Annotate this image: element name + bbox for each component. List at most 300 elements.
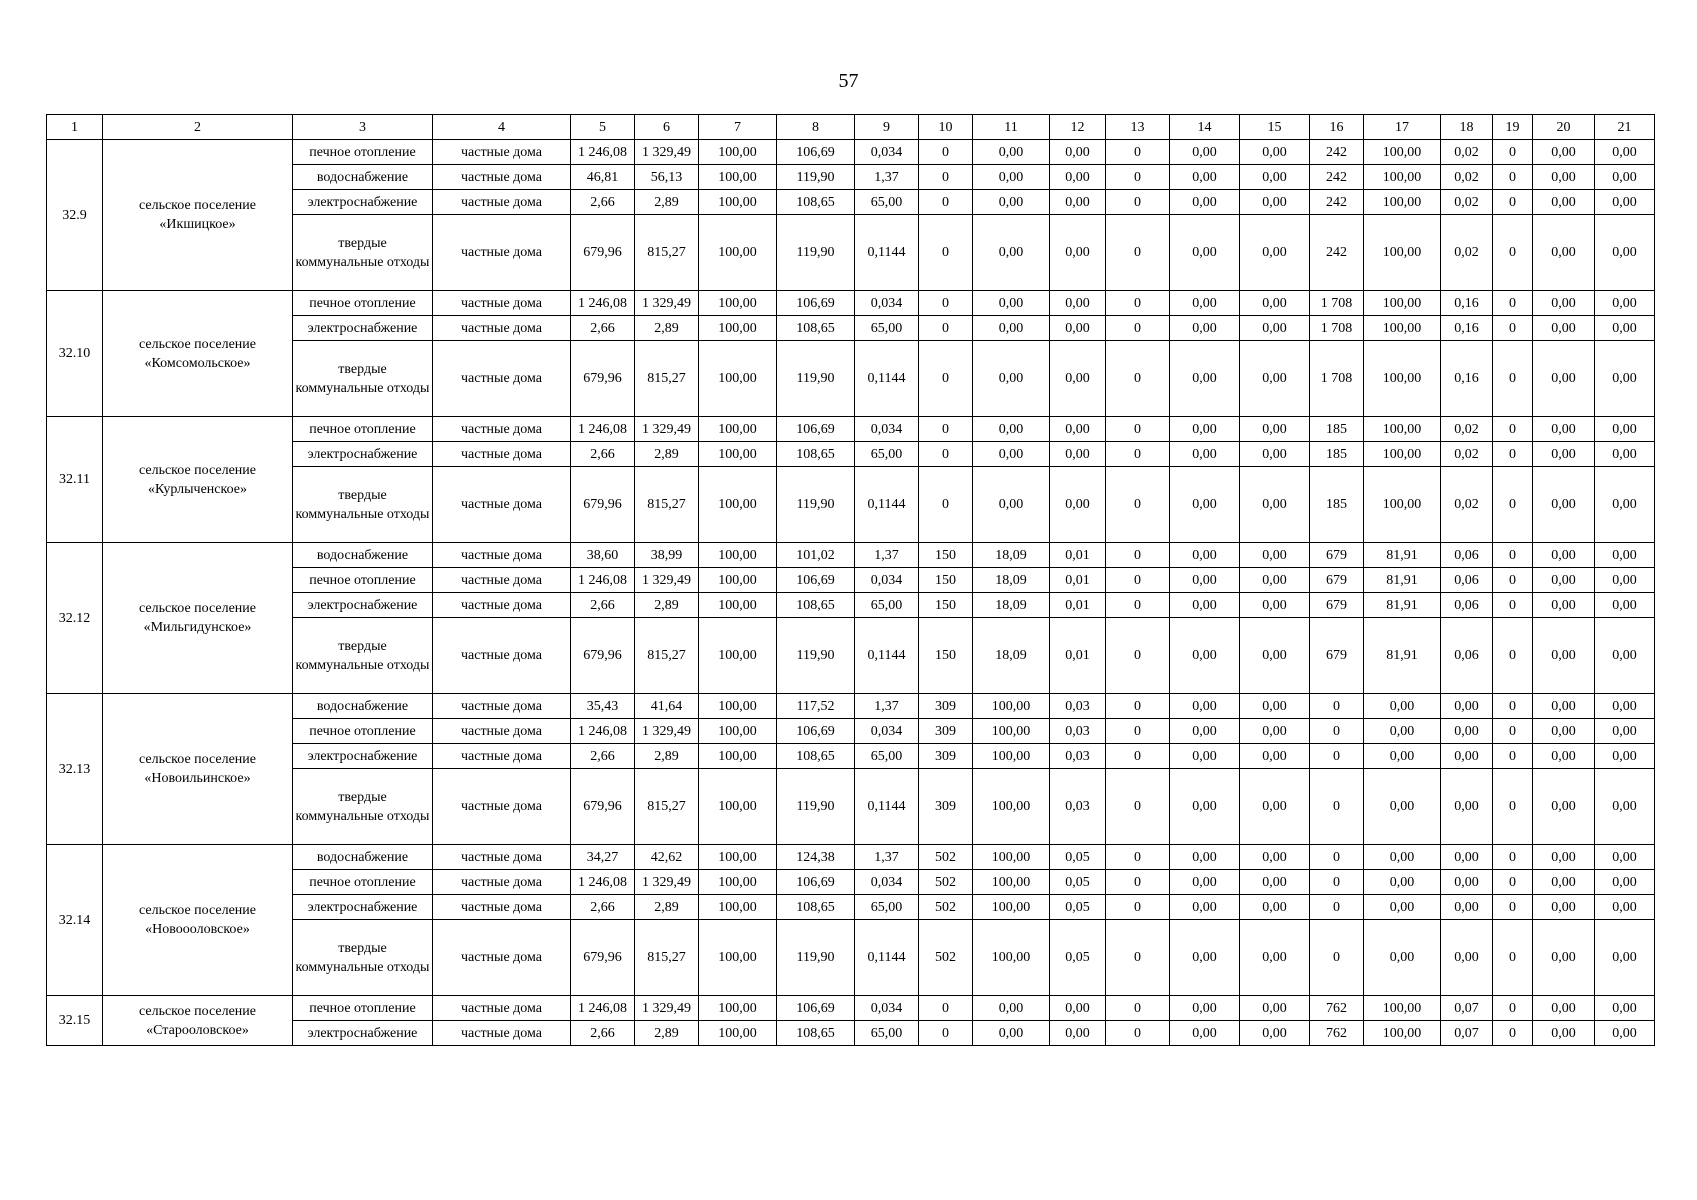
value-cell: 0,03 <box>1050 694 1106 719</box>
value-cell: 81,91 <box>1364 618 1441 694</box>
value-cell: 0,00 <box>1240 719 1310 744</box>
row-number-cell: 32.11 <box>47 417 103 543</box>
value-cell: 150 <box>919 543 973 568</box>
value-cell: 0 <box>1106 694 1170 719</box>
value-cell: 0,06 <box>1441 568 1493 593</box>
housing-type-cell: частные дома <box>433 442 571 467</box>
value-cell: 185 <box>1310 417 1364 442</box>
value-cell: 1 329,49 <box>635 719 699 744</box>
value-cell: 815,27 <box>635 769 699 845</box>
value-cell: 100,00 <box>1364 442 1441 467</box>
value-cell: 0,00 <box>1240 593 1310 618</box>
value-cell: 0,1144 <box>855 920 919 996</box>
value-cell: 65,00 <box>855 1021 919 1046</box>
housing-type-cell: частные дома <box>433 467 571 543</box>
service-type-cell: твердые коммунальные отходы <box>293 467 433 543</box>
housing-type-cell: частные дома <box>433 744 571 769</box>
value-cell: 762 <box>1310 996 1364 1021</box>
value-cell: 1 246,08 <box>571 996 635 1021</box>
value-cell: 0 <box>1493 291 1533 316</box>
value-cell: 0,00 <box>1595 543 1655 568</box>
value-cell: 0,00 <box>1441 769 1493 845</box>
service-type-cell: твердые коммунальные отходы <box>293 920 433 996</box>
value-cell: 1 246,08 <box>571 870 635 895</box>
housing-type-cell: частные дома <box>433 845 571 870</box>
table-row <box>47 694 1655 719</box>
value-cell: 0,034 <box>855 140 919 165</box>
service-type-cell: водоснабжение <box>293 694 433 719</box>
value-cell: 0 <box>919 467 973 543</box>
value-cell: 0,00 <box>1240 341 1310 417</box>
value-cell: 2,66 <box>571 593 635 618</box>
value-cell: 100,00 <box>699 719 777 744</box>
value-cell: 0,00 <box>1595 744 1655 769</box>
value-cell: 0 <box>1493 467 1533 543</box>
value-cell: 0,00 <box>1170 996 1240 1021</box>
value-cell: 0,00 <box>1170 870 1240 895</box>
column-header-11: 11 <box>973 115 1050 140</box>
value-cell: 0 <box>1493 920 1533 996</box>
value-cell: 0,00 <box>1050 140 1106 165</box>
value-cell: 0 <box>1310 845 1364 870</box>
value-cell: 0,06 <box>1441 593 1493 618</box>
value-cell: 41,64 <box>635 694 699 719</box>
service-type-cell: печное отопление <box>293 996 433 1021</box>
service-type-cell: водоснабжение <box>293 845 433 870</box>
value-cell: 309 <box>919 719 973 744</box>
value-cell: 0,00 <box>1240 694 1310 719</box>
value-cell: 0 <box>1106 140 1170 165</box>
value-cell: 65,00 <box>855 744 919 769</box>
value-cell: 0,00 <box>1595 870 1655 895</box>
value-cell: 2,66 <box>571 744 635 769</box>
value-cell: 0,00 <box>1441 870 1493 895</box>
value-cell: 0,02 <box>1441 165 1493 190</box>
value-cell: 0,00 <box>1533 442 1595 467</box>
value-cell: 0 <box>919 291 973 316</box>
value-cell: 124,38 <box>777 845 855 870</box>
value-cell: 0,00 <box>1240 769 1310 845</box>
value-cell: 0 <box>1493 593 1533 618</box>
service-type-cell: печное отопление <box>293 870 433 895</box>
value-cell: 0,06 <box>1441 618 1493 694</box>
value-cell: 0,00 <box>1595 845 1655 870</box>
table-row <box>47 291 1655 316</box>
value-cell: 42,62 <box>635 845 699 870</box>
housing-type-cell: частные дома <box>433 316 571 341</box>
value-cell: 0,00 <box>1533 996 1595 1021</box>
value-cell: 0,00 <box>1533 744 1595 769</box>
value-cell: 0,00 <box>1595 769 1655 845</box>
value-cell: 815,27 <box>635 215 699 291</box>
value-cell: 242 <box>1310 190 1364 215</box>
value-cell: 0 <box>1493 895 1533 920</box>
value-cell: 0 <box>1310 895 1364 920</box>
value-cell: 0,00 <box>1441 920 1493 996</box>
value-cell: 0,07 <box>1441 996 1493 1021</box>
value-cell: 0 <box>1106 568 1170 593</box>
value-cell: 108,65 <box>777 316 855 341</box>
value-cell: 100,00 <box>1364 467 1441 543</box>
settlement-name-cell: сельское поселение «Икшицкое» <box>103 140 293 291</box>
service-type-cell: печное отопление <box>293 417 433 442</box>
value-cell: 0 <box>1493 1021 1533 1046</box>
value-cell: 0,00 <box>1170 442 1240 467</box>
value-cell: 100,00 <box>699 920 777 996</box>
value-cell: 0,00 <box>1533 417 1595 442</box>
value-cell: 100,00 <box>699 467 777 543</box>
housing-type-cell: частные дома <box>433 769 571 845</box>
value-cell: 0 <box>1106 1021 1170 1046</box>
value-cell: 0 <box>919 442 973 467</box>
value-cell: 0,00 <box>1240 165 1310 190</box>
value-cell: 0 <box>1493 341 1533 417</box>
value-cell: 0,00 <box>1050 291 1106 316</box>
value-cell: 679,96 <box>571 920 635 996</box>
value-cell: 101,02 <box>777 543 855 568</box>
value-cell: 0 <box>1493 140 1533 165</box>
service-type-cell: электроснабжение <box>293 1021 433 1046</box>
value-cell: 0,00 <box>1364 870 1441 895</box>
column-header-13: 13 <box>1106 115 1170 140</box>
value-cell: 0,00 <box>1595 291 1655 316</box>
column-header-17: 17 <box>1364 115 1441 140</box>
value-cell: 18,09 <box>973 543 1050 568</box>
value-cell: 0,00 <box>1170 291 1240 316</box>
service-type-cell: электроснабжение <box>293 316 433 341</box>
column-header-15: 15 <box>1240 115 1310 140</box>
row-number-cell: 32.15 <box>47 996 103 1046</box>
service-type-cell: печное отопление <box>293 719 433 744</box>
value-cell: 0,00 <box>1364 845 1441 870</box>
value-cell: 0,03 <box>1050 719 1106 744</box>
row-number-cell: 32.13 <box>47 694 103 845</box>
row-number-cell: 32.12 <box>47 543 103 694</box>
value-cell: 100,00 <box>699 316 777 341</box>
value-cell: 0,16 <box>1441 291 1493 316</box>
value-cell: 0,00 <box>1441 694 1493 719</box>
value-cell: 679 <box>1310 593 1364 618</box>
value-cell: 0,00 <box>1533 140 1595 165</box>
value-cell: 0 <box>1106 442 1170 467</box>
value-cell: 65,00 <box>855 593 919 618</box>
value-cell: 0 <box>919 190 973 215</box>
value-cell: 242 <box>1310 215 1364 291</box>
value-cell: 0,00 <box>1595 442 1655 467</box>
column-header-12: 12 <box>1050 115 1106 140</box>
housing-type-cell: частные дома <box>433 215 571 291</box>
housing-type-cell: частные дома <box>433 417 571 442</box>
value-cell: 0,00 <box>973 442 1050 467</box>
value-cell: 1 329,49 <box>635 140 699 165</box>
value-cell: 65,00 <box>855 190 919 215</box>
value-cell: 100,00 <box>1364 316 1441 341</box>
column-header-5: 5 <box>571 115 635 140</box>
value-cell: 0,01 <box>1050 568 1106 593</box>
value-cell: 0 <box>1310 769 1364 845</box>
value-cell: 0,00 <box>1240 543 1310 568</box>
value-cell: 0,00 <box>1050 1021 1106 1046</box>
value-cell: 0,00 <box>1595 467 1655 543</box>
value-cell: 0,00 <box>1595 895 1655 920</box>
value-cell: 0,02 <box>1441 442 1493 467</box>
value-cell: 0 <box>1493 870 1533 895</box>
row-number-cell: 32.14 <box>47 845 103 996</box>
value-cell: 2,66 <box>571 442 635 467</box>
value-cell: 38,60 <box>571 543 635 568</box>
value-cell: 0 <box>1106 744 1170 769</box>
value-cell: 0 <box>1106 341 1170 417</box>
value-cell: 0,05 <box>1050 895 1106 920</box>
service-type-cell: печное отопление <box>293 291 433 316</box>
housing-type-cell: частные дома <box>433 1021 571 1046</box>
value-cell: 0 <box>1106 417 1170 442</box>
value-cell: 0,00 <box>1170 744 1240 769</box>
value-cell: 1 708 <box>1310 341 1364 417</box>
value-cell: 679,96 <box>571 618 635 694</box>
value-cell: 100,00 <box>1364 190 1441 215</box>
value-cell: 100,00 <box>699 895 777 920</box>
value-cell: 0,00 <box>1050 165 1106 190</box>
value-cell: 0,00 <box>973 467 1050 543</box>
value-cell: 0,00 <box>1170 920 1240 996</box>
value-cell: 0 <box>1493 996 1533 1021</box>
value-cell: 119,90 <box>777 920 855 996</box>
value-cell: 100,00 <box>973 769 1050 845</box>
value-cell: 0,00 <box>1170 190 1240 215</box>
value-cell: 100,00 <box>973 719 1050 744</box>
value-cell: 0,00 <box>1595 140 1655 165</box>
value-cell: 100,00 <box>699 341 777 417</box>
value-cell: 0,00 <box>1364 769 1441 845</box>
value-cell: 0,00 <box>1533 341 1595 417</box>
value-cell: 0,034 <box>855 417 919 442</box>
value-cell: 0,00 <box>1441 744 1493 769</box>
value-cell: 0,00 <box>1595 417 1655 442</box>
value-cell: 0 <box>1106 920 1170 996</box>
value-cell: 0,00 <box>1533 165 1595 190</box>
value-cell: 46,81 <box>571 165 635 190</box>
value-cell: 0,00 <box>1240 1021 1310 1046</box>
value-cell: 100,00 <box>699 694 777 719</box>
value-cell: 0,1144 <box>855 215 919 291</box>
value-cell: 2,89 <box>635 895 699 920</box>
service-type-cell: печное отопление <box>293 568 433 593</box>
value-cell: 0 <box>1493 190 1533 215</box>
value-cell: 2,89 <box>635 190 699 215</box>
value-cell: 100,00 <box>1364 140 1441 165</box>
value-cell: 100,00 <box>1364 291 1441 316</box>
housing-type-cell: частные дома <box>433 568 571 593</box>
value-cell: 0,00 <box>1240 996 1310 1021</box>
value-cell: 0 <box>1493 694 1533 719</box>
value-cell: 0,16 <box>1441 341 1493 417</box>
value-cell: 0 <box>919 165 973 190</box>
value-cell: 0,02 <box>1441 467 1493 543</box>
value-cell: 18,09 <box>973 618 1050 694</box>
value-cell: 100,00 <box>973 845 1050 870</box>
value-cell: 0 <box>1106 895 1170 920</box>
value-cell: 0 <box>1493 744 1533 769</box>
value-cell: 0,00 <box>1050 190 1106 215</box>
value-cell: 0,034 <box>855 568 919 593</box>
value-cell: 0,034 <box>855 291 919 316</box>
value-cell: 679,96 <box>571 215 635 291</box>
value-cell: 0,00 <box>1595 593 1655 618</box>
value-cell: 119,90 <box>777 467 855 543</box>
value-cell: 0,00 <box>1533 568 1595 593</box>
value-cell: 0 <box>919 316 973 341</box>
value-cell: 679,96 <box>571 341 635 417</box>
value-cell: 0,00 <box>1240 618 1310 694</box>
housing-type-cell: частные дома <box>433 291 571 316</box>
value-cell: 0,00 <box>1533 593 1595 618</box>
value-cell: 100,00 <box>699 190 777 215</box>
value-cell: 0,00 <box>1533 895 1595 920</box>
value-cell: 0,00 <box>1441 719 1493 744</box>
table-row <box>47 996 1655 1021</box>
value-cell: 1 246,08 <box>571 417 635 442</box>
value-cell: 0,16 <box>1441 316 1493 341</box>
value-cell: 1 329,49 <box>635 996 699 1021</box>
value-cell: 0,00 <box>1170 417 1240 442</box>
value-cell: 1 329,49 <box>635 417 699 442</box>
value-cell: 185 <box>1310 442 1364 467</box>
column-header-7: 7 <box>699 115 777 140</box>
value-cell: 679,96 <box>571 769 635 845</box>
value-cell: 185 <box>1310 467 1364 543</box>
value-cell: 0,034 <box>855 996 919 1021</box>
value-cell: 150 <box>919 568 973 593</box>
housing-type-cell: частные дома <box>433 165 571 190</box>
value-cell: 108,65 <box>777 442 855 467</box>
value-cell: 0,02 <box>1441 417 1493 442</box>
settlement-name-cell: сельское поселение «Мильгидунское» <box>103 543 293 694</box>
value-cell: 0 <box>1106 316 1170 341</box>
value-cell: 106,69 <box>777 417 855 442</box>
value-cell: 1,37 <box>855 694 919 719</box>
value-cell: 0 <box>1106 996 1170 1021</box>
service-type-cell: электроснабжение <box>293 442 433 467</box>
value-cell: 0,00 <box>1364 694 1441 719</box>
service-type-cell: твердые коммунальные отходы <box>293 215 433 291</box>
service-type-cell: печное отопление <box>293 140 433 165</box>
value-cell: 2,89 <box>635 593 699 618</box>
value-cell: 0,00 <box>1240 568 1310 593</box>
value-cell: 679 <box>1310 618 1364 694</box>
value-cell: 100,00 <box>699 215 777 291</box>
settlement-name-cell: сельское поселение «Комсомольское» <box>103 291 293 417</box>
value-cell: 1 329,49 <box>635 291 699 316</box>
value-cell: 35,43 <box>571 694 635 719</box>
value-cell: 100,00 <box>699 543 777 568</box>
value-cell: 0,034 <box>855 870 919 895</box>
value-cell: 0,00 <box>1170 140 1240 165</box>
value-cell: 100,00 <box>973 694 1050 719</box>
value-cell: 0,00 <box>1050 442 1106 467</box>
value-cell: 815,27 <box>635 341 699 417</box>
service-type-cell: твердые коммунальные отходы <box>293 618 433 694</box>
value-cell: 119,90 <box>777 341 855 417</box>
value-cell: 1 246,08 <box>571 568 635 593</box>
value-cell: 0 <box>1310 719 1364 744</box>
value-cell: 0,00 <box>973 190 1050 215</box>
value-cell: 0,06 <box>1441 543 1493 568</box>
page-number: 57 <box>838 70 859 92</box>
value-cell: 502 <box>919 870 973 895</box>
value-cell: 0,00 <box>973 341 1050 417</box>
value-cell: 100,00 <box>1364 996 1441 1021</box>
value-cell: 0,00 <box>1170 694 1240 719</box>
value-cell: 0 <box>919 417 973 442</box>
value-cell: 0,00 <box>1240 140 1310 165</box>
value-cell: 0,00 <box>1533 694 1595 719</box>
value-cell: 0,00 <box>1240 870 1310 895</box>
service-type-cell: электроснабжение <box>293 190 433 215</box>
value-cell: 100,00 <box>699 618 777 694</box>
value-cell: 0 <box>1106 769 1170 845</box>
value-cell: 0,00 <box>1240 190 1310 215</box>
value-cell: 56,13 <box>635 165 699 190</box>
value-cell: 100,00 <box>1364 165 1441 190</box>
value-cell: 0 <box>1493 719 1533 744</box>
value-cell: 0,00 <box>1170 895 1240 920</box>
value-cell: 502 <box>919 895 973 920</box>
value-cell: 100,00 <box>1364 1021 1441 1046</box>
value-cell: 0,00 <box>1364 744 1441 769</box>
settlement-name-cell: сельское поселение «Новоооловское» <box>103 845 293 996</box>
value-cell: 0,00 <box>1170 316 1240 341</box>
row-number-cell: 32.9 <box>47 140 103 291</box>
value-cell: 81,91 <box>1364 543 1441 568</box>
value-cell: 1,37 <box>855 845 919 870</box>
value-cell: 0,00 <box>1050 467 1106 543</box>
value-cell: 0 <box>1493 618 1533 694</box>
value-cell: 0,00 <box>1050 316 1106 341</box>
value-cell: 106,69 <box>777 870 855 895</box>
value-cell: 106,69 <box>777 719 855 744</box>
value-cell: 502 <box>919 920 973 996</box>
value-cell: 100,00 <box>699 593 777 618</box>
value-cell: 0,00 <box>1170 543 1240 568</box>
service-type-cell: водоснабжение <box>293 165 433 190</box>
settlement-name-cell: сельское поселение «Курлыченское» <box>103 417 293 543</box>
value-cell: 100,00 <box>699 870 777 895</box>
value-cell: 119,90 <box>777 215 855 291</box>
value-cell: 1 708 <box>1310 316 1364 341</box>
value-cell: 0 <box>1493 543 1533 568</box>
value-cell: 65,00 <box>855 895 919 920</box>
value-cell: 100,00 <box>973 744 1050 769</box>
value-cell: 0,05 <box>1050 845 1106 870</box>
value-cell: 1 329,49 <box>635 568 699 593</box>
value-cell: 0,00 <box>1533 920 1595 996</box>
value-cell: 0,00 <box>1533 845 1595 870</box>
value-cell: 0 <box>1493 165 1533 190</box>
value-cell: 0,00 <box>1533 769 1595 845</box>
value-cell: 0,00 <box>1170 215 1240 291</box>
value-cell: 0,07 <box>1441 1021 1493 1046</box>
column-header-14: 14 <box>1170 115 1240 140</box>
value-cell: 0 <box>919 140 973 165</box>
value-cell: 0 <box>1493 769 1533 845</box>
value-cell: 100,00 <box>1364 215 1441 291</box>
value-cell: 0,02 <box>1441 215 1493 291</box>
value-cell: 0,02 <box>1441 190 1493 215</box>
value-cell: 0,00 <box>1240 215 1310 291</box>
value-cell: 0,00 <box>1050 417 1106 442</box>
value-cell: 815,27 <box>635 618 699 694</box>
